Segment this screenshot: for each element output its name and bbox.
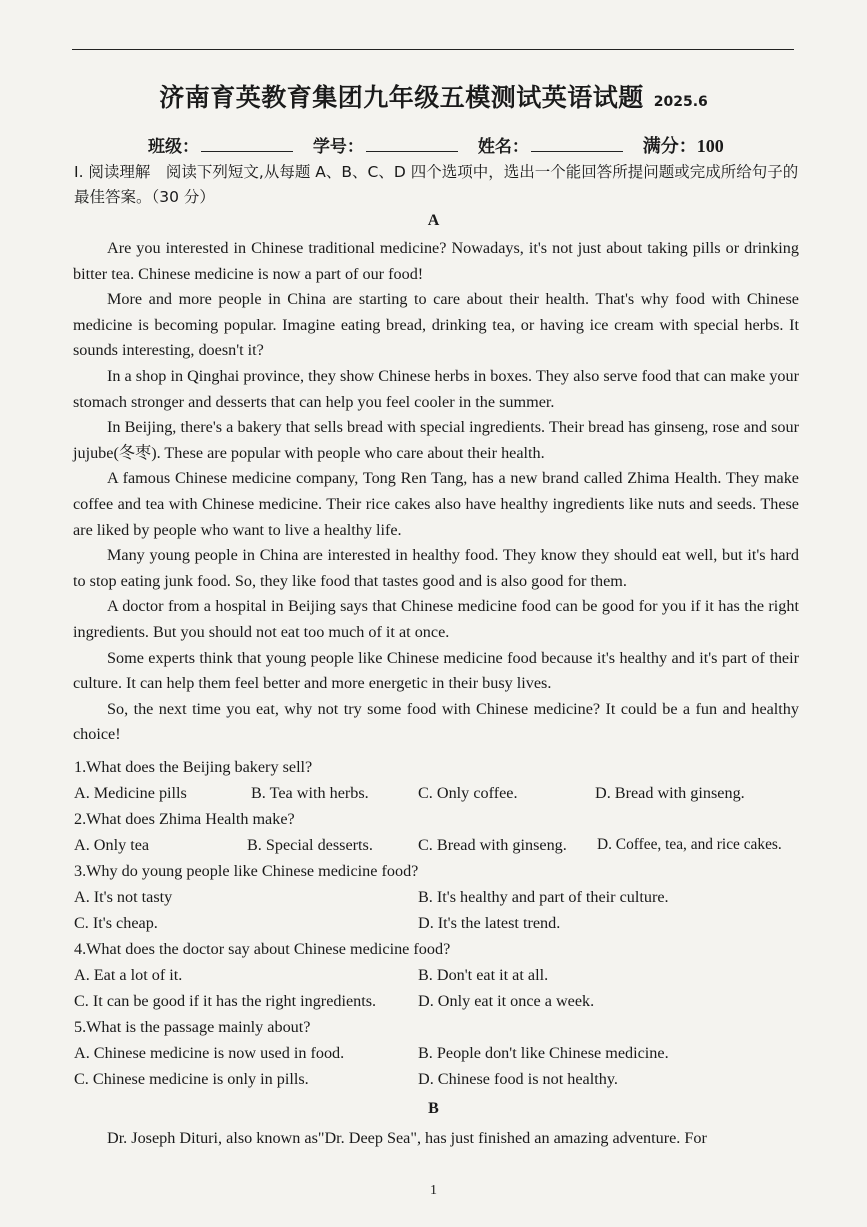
option-c[interactable]: C. It can be good if it has the right ingredients. — [74, 992, 377, 1010]
name-blank[interactable] — [531, 137, 623, 152]
paragraph: Are you interested in Chinese traditional medicine? Nowadays, it's not just about taking pills or drinking bitter tea. Chinese medicine is now a part of our food! — [73, 239, 799, 283]
question-options — [74, 832, 814, 858]
question-options — [74, 988, 814, 1014]
option-a[interactable]: A. Chinese medicine is now used in food. — [74, 1044, 345, 1062]
name-label: 姓名： — [477, 137, 529, 157]
question-options — [74, 1040, 814, 1066]
class-blank[interactable] — [201, 137, 293, 152]
option-c[interactable]: C. Chinese medicine is only in pills. — [74, 1070, 309, 1088]
option-d[interactable]: D. Only eat it once a week. — [418, 992, 595, 1010]
option-a[interactable]: A. Medicine pills — [74, 784, 187, 802]
paragraph: So, the next time you eat, why not try some food with Chinese medicine? It could be a fun and healthy choice! — [73, 699, 799, 744]
questions-a — [74, 754, 814, 1092]
number-label: 学号： — [312, 137, 364, 157]
paragraph: In Beijing, there's a bakery that sells bread with special ingredients. Their bread has ginseng, rose and sour jujube(冬枣). These are popular with people who care about their health. — [73, 418, 799, 462]
option-b[interactable]: B. People don't like Chinese medicine. — [418, 1044, 669, 1062]
paragraph: Some experts think that young people like Chinese medicine food because it's healthy and it's part of their culture. It can help them feel better and more energetic in their busy lives. — [73, 648, 799, 693]
option-b[interactable]: B. Don't eat it at all. — [418, 966, 549, 984]
question-options — [74, 884, 814, 910]
question-options — [74, 962, 814, 988]
question-options — [74, 780, 814, 806]
option-a[interactable]: A. Eat a lot of it. — [74, 966, 183, 984]
student-info-row — [148, 132, 808, 158]
title-row — [0, 78, 867, 114]
option-b[interactable]: B. Special desserts. — [247, 836, 373, 854]
option-b[interactable]: B. It's healthy and part of their culture. — [418, 888, 669, 906]
number-blank[interactable] — [366, 137, 458, 152]
question-options — [74, 910, 814, 936]
paragraph: Many young people in China are interested in healthy food. They know they should eat well, but it's hard to stop eating junk food. So, they like food that tastes good and is also good for them. — [73, 546, 799, 590]
passage-a — [73, 236, 799, 748]
full-marks: 满分：100 — [642, 136, 724, 156]
question-options — [74, 1066, 814, 1092]
section-instructions: I. 阅读理解 阅读下列短文,从每题 A、B、C、D 四个选项中，选出一个能回答所提问题或完成所给句子的最佳答案。（30 分） — [74, 163, 799, 206]
question-stem: 1.What does the Beijing bakery sell? — [74, 758, 313, 776]
exam-date: 2025.6 — [653, 94, 708, 110]
option-c[interactable]: C. It's cheap. — [74, 914, 158, 932]
passage-b — [73, 1126, 799, 1152]
option-a[interactable]: A. Only tea — [74, 836, 150, 854]
class-label: 班级： — [148, 137, 199, 157]
option-d[interactable]: D. It's the latest trend. — [418, 914, 561, 932]
option-a[interactable]: A. It's not tasty — [74, 888, 173, 906]
option-b[interactable]: B. Tea with herbs. — [251, 784, 369, 802]
option-d[interactable]: D. Bread with ginseng. — [595, 784, 745, 802]
paragraph: A doctor from a hospital in Beijing says that Chinese medicine food can be good for you if it has the right ingredients. But you should not eat too much of it at once. — [73, 597, 799, 641]
option-c[interactable]: C. Bread with ginseng. — [418, 836, 567, 854]
question-stem: 2.What does Zhima Health make? — [74, 810, 295, 828]
option-c[interactable]: C. Only coffee. — [418, 784, 518, 802]
section-b-heading: B — [428, 1100, 439, 1117]
question-stem: 5.What is the passage mainly about? — [74, 1018, 311, 1036]
option-d[interactable]: D. Chinese food is not healthy. — [418, 1070, 618, 1088]
section-a-heading: A — [427, 212, 440, 229]
paragraph: More and more people in China are starting to care about their health. That's why food with Chinese medicine is becoming popular. Imagine eating bread, drinking tea, or having ice cream with special herbs. It sounds interesting, doesn't it? — [73, 290, 799, 360]
paragraph: Dr. Joseph Dituri, also known as"Dr. Deep Sea", has just finished an amazing adventure. For — [107, 1129, 707, 1147]
question-stem: 4.What does the doctor say about Chinese medicine food? — [74, 940, 451, 958]
page-number: 1 — [430, 1183, 437, 1198]
question-stem: 3.Why do young people like Chinese medicine food? — [74, 862, 419, 880]
top-rule — [72, 49, 794, 50]
option-d[interactable]: D. Coffee, tea, and rice cakes. — [597, 836, 782, 853]
paragraph: In a shop in Qinghai province, they show Chinese herbs in boxes. They also serve food that can make your stomach stronger and desserts that can help you feel cooler in the summer. — [73, 366, 799, 411]
exam-title: 济南育英教育集团九年级五模测试英语试题 — [159, 83, 644, 112]
paragraph: A famous Chinese medicine company, Tong Ren Tang, has a new brand called Zhima Health. They make coffee and tea with Chinese medicine. Their rice cakes also have healthy ingredients like nuts and seeds. These are liked by people who want to live a healthy life. — [73, 469, 799, 539]
